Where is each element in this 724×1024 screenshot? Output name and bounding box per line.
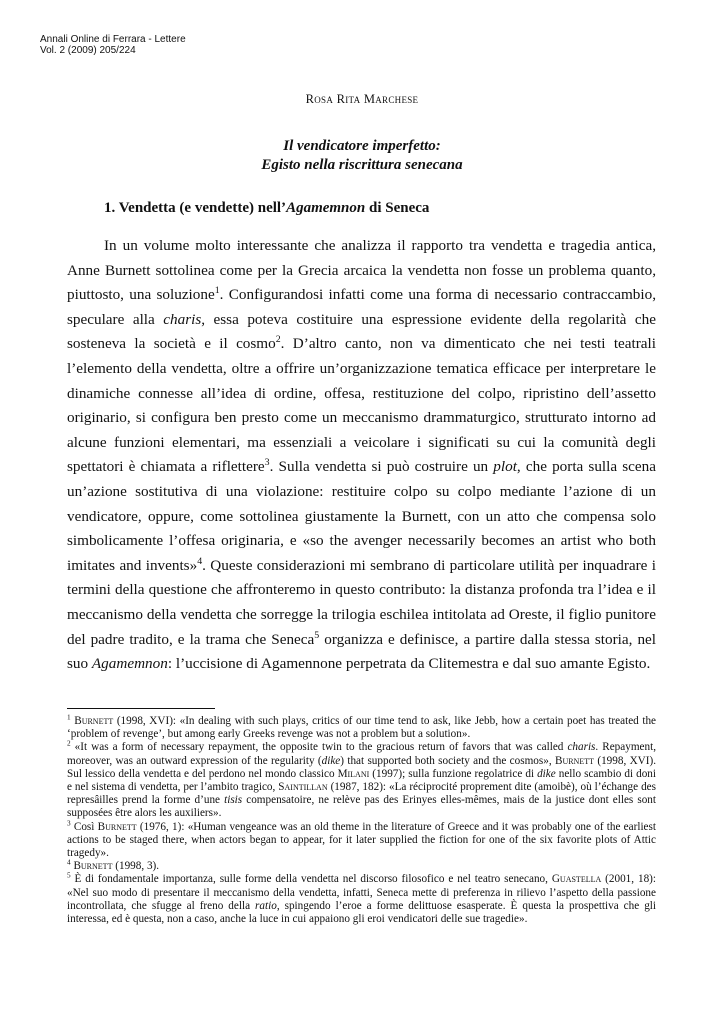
- text-run: . D’altro canto, non va dimenticato che nei testi teatrali l’elemento della vendetta, oltre a offrire un’organizzazione tematica efficace per interpretare le dinamiche connesse all’idea di ordine, offesa, restituzione del colpo, ripristino dell’assetto originario, si configura ben presto come un meccanismo drammaturgico, strutturato intorno ad alcune funzioni elementari, ma essenziali a veicolare i significati su cui la comunità degli spettatori è chiamata a riflettere: [67, 335, 656, 476]
- footnote-2: [67, 741, 656, 820]
- journal-name: Annali Online di Ferrara - Lettere: [40, 34, 186, 45]
- footnote-text: compensatoire, ne relève pas des Erinyes elles-mêmes, mais de la justice dont elles sont supposées être alors les auxiliers».: [67, 794, 656, 820]
- footnote-text: (2001, 18): «Nel suo modo di presentare il meccanismo della vendetta, infatti, Seneca mette di preferenza in rilievo l’aspetto della passione incontrollata, che sfugge al freno della: [67, 873, 656, 912]
- section-heading: [104, 200, 429, 217]
- footnote-ref[interactable]: 2: [275, 334, 281, 346]
- footnote-separator: [67, 708, 215, 709]
- text-run: In un volume molto interessante che analizza il rapporto tra vendetta e tragedia antica, Anne Burnett sottolinea come per la Grecia arcaica la vendetta non fosse un problema quanto, piuttosto, una soluzione: [67, 237, 656, 304]
- cited-author: Milani: [337, 767, 370, 780]
- text-run: organizza e definisce, a partire dalla stessa storia, nel suo: [67, 630, 657, 673]
- italic-run: Agamemnon: [91, 655, 168, 673]
- article-title: [0, 137, 724, 175]
- cited-author: Saintillan: [278, 781, 328, 794]
- footnote-3: [67, 818, 656, 861]
- cited-author: Burnett: [74, 715, 114, 727]
- text-run: . Configurandosi infatti come una forma di necessario contraccambio, speculare alla: [67, 286, 656, 328]
- footnote-ref[interactable]: 3: [264, 457, 270, 469]
- footnote-text: (1998, XVI): «In dealing with such plays, critics of our time tend to ask, like Jebb, how a certain poet has treated the ‘problem of revenge’, but among early Greeks revenge was not a problem but a solution».: [67, 715, 656, 741]
- footnote-text: Così: [70, 820, 98, 833]
- footnote-number: 2: [67, 739, 71, 748]
- footnote-text: È di fondamentale importanza, sulle forme della vendetta nel discorso filosofico e nel teatro senecano,: [70, 873, 552, 886]
- text-run: , essa poteva costituire una espressione evidente della regolarità che sosteneva la società e il cosmo: [67, 310, 656, 353]
- title-line-2: Egisto nella riscrittura senecana: [261, 157, 463, 173]
- footnote-number: 4: [67, 858, 71, 867]
- cited-author: Burnett: [70, 860, 113, 873]
- cited-author: Burnett: [554, 754, 594, 767]
- footnote-number: 1: [67, 713, 71, 722]
- footnote-text: «It was a form of necessary repayment, the opposite twin to the gracious return of favors that was called: [70, 741, 568, 754]
- footnote-text: nello scambio di doni e nel sistema di vendetta, per l’ambito tragico,: [67, 767, 656, 794]
- footnote-text: (1998, XVI). Sul lessico della vendetta e del perdono nel mondo classico: [67, 754, 656, 780]
- italic-run: tisis: [224, 794, 243, 807]
- footnote-text: (1987, 182): «La réciprocité proprement dite (amoibè), où l’échange des represâilles prend la forme d’une: [67, 781, 656, 807]
- italic-run: dike: [537, 767, 556, 780]
- text-run: . Sulla vendetta si può costruire un: [269, 458, 494, 476]
- footnotes: [67, 715, 656, 926]
- journal-volume: Vol. 2 (2009) 205/224: [40, 45, 136, 56]
- footnote-text: (1997); sulla funzione regolatrice di: [369, 767, 538, 780]
- text-run: . Queste considerazioni mi sembrano di particolare utilità per inquadrare i termini della questione che affronteremo in questo contributo: la distanza profonda tra l’idea e il meccanismo della vendetta che sorregge la trilogia eschilea intitolata ad Oreste, il figlio punitore del padre tradito, e la trama che Seneca: [67, 556, 656, 648]
- footnote-ref[interactable]: 5: [314, 629, 320, 641]
- author-name: Rosa Rita Marchese: [305, 92, 419, 106]
- footnote-1: [67, 715, 656, 741]
- italic-run: ratio: [255, 899, 277, 912]
- section-suffix: di Seneca: [365, 200, 430, 216]
- section-prefix: 1. Vendetta (e vendette) nell’: [104, 200, 287, 216]
- cited-author: Burnett: [97, 820, 137, 833]
- title-line-1: Il vendicatore imperfetto:: [283, 138, 441, 154]
- footnote-text: . Repayment, moreover, was an outward expression of the regularity (: [67, 741, 656, 767]
- footnote-ref[interactable]: 4: [197, 555, 203, 567]
- footnote-number: 5: [67, 871, 71, 880]
- section-italic: Agamemnon: [286, 200, 366, 216]
- cited-author: Guastella: [551, 873, 602, 886]
- footnote-text: ) that supported both society and the cosmos»,: [340, 754, 555, 767]
- text-run: , che porta sulla scena un’azione sostitutiva di una violazione: restituire colpo su colpo mediante l’azione di un vendicatore, oppure, come sottolinea giustamente la Burnett, con un atto che compensa solo simbolicamente l’offesa originaria, e «so the avenger necessarily becomes an artist who both imitates and invents»: [67, 458, 656, 574]
- italic-run: charis: [567, 741, 596, 754]
- footnote-text: , spingendo l’eroe a forme delittuose esasperate. È questa la prospettiva che gli interessa, ed è questa, non a caso, anche la luce in cui appaiono gli eroi vendicatori delle sue tragedie».: [67, 899, 657, 926]
- italic-run: dike: [321, 754, 341, 767]
- footnote-text: (1976, 1): «Human vengeance was an old theme in the literature of Greece and it was probably one of the earliest actions to be staged there, when actors began to appear, for it later supplied the fiction for one of the six favorite plots of Attic tragedy».: [67, 820, 656, 860]
- footnote-number: 3: [67, 818, 71, 827]
- text-run: : l’uccisione di Agamennone perpetrata da Clitemestra e dal suo amante Egisto.: [167, 655, 651, 673]
- footnote-4: [67, 860, 656, 873]
- italic-run: charis: [163, 310, 202, 328]
- body-text: [67, 234, 656, 677]
- paragraph: [67, 234, 656, 677]
- footnote-text: (1998, 3).: [112, 860, 160, 873]
- footnote-ref[interactable]: 1: [214, 285, 220, 297]
- italic-run: plot: [493, 458, 517, 476]
- footnote-5: [67, 873, 656, 926]
- journal-header: [40, 34, 186, 56]
